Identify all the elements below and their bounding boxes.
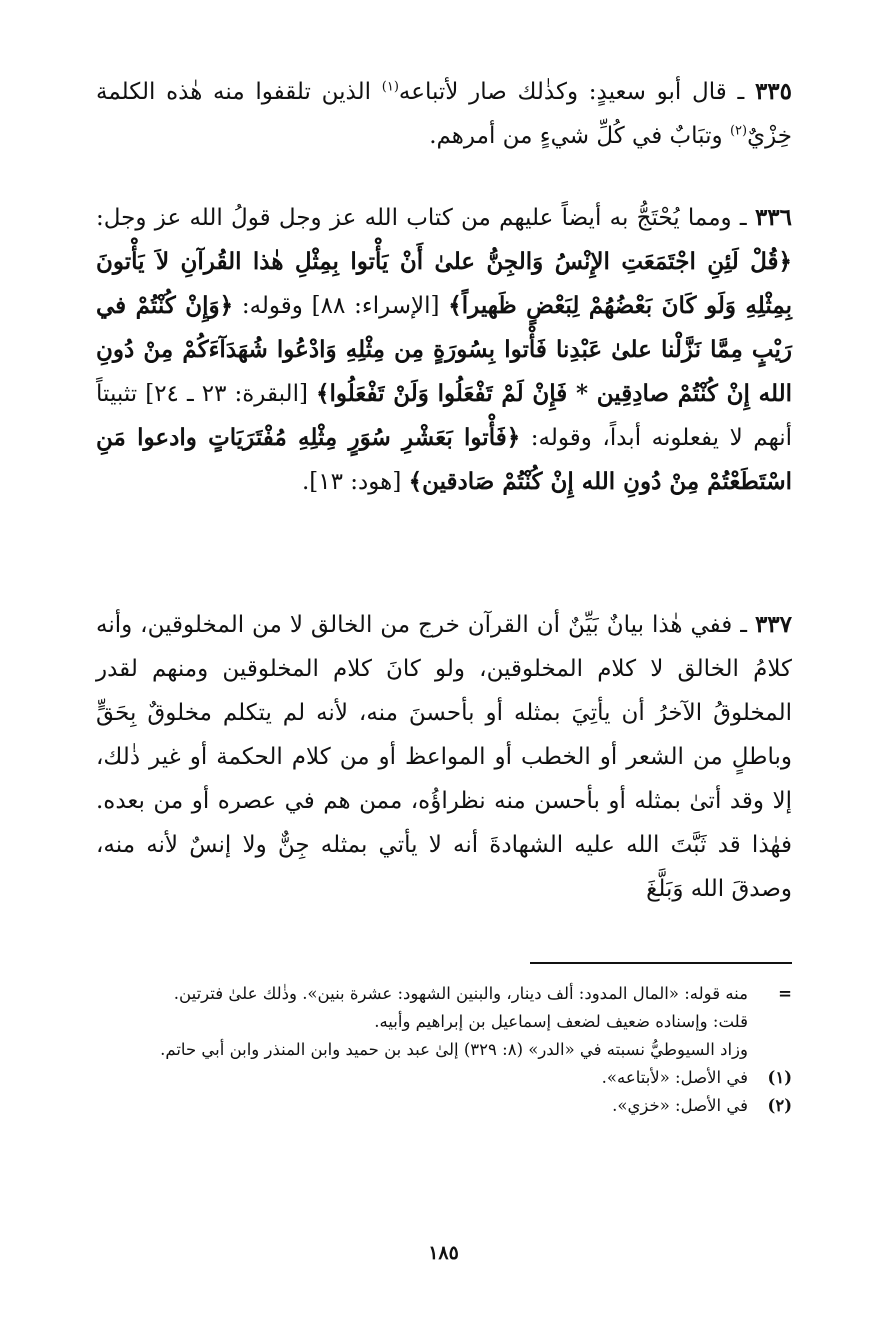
footnote-line [96,1036,792,1064]
footnote-text: قلت: وإسناده ضعيف لضعف إسماعيل بن إبراهيم وأبيه. [374,1012,748,1031]
footnote-text: في الأصل: «خزي». [612,1096,748,1115]
footnote-text: وزاد السيوطيُّ نسبته في «الدر» (٨: ٣٢٩) إلىٰ عبد بن حميد وابن المنذر وابن أبي حاتم. [160,1040,748,1059]
footnote-2 [96,1092,792,1120]
footnote-separator [530,962,792,964]
footnote-continuation [96,980,792,1008]
quran-verse: ﴿فَأْتوا بَعَشْرِ سُوَرٍ مِثْلِهِ مُفْتَرَيَاتٍ وادعوا مَنِ اسْتَطَعْتُمْ مِنْ دُونِ الله إِنْ كُنْتُمْ صَادقين﴾ [96,424,792,495]
quran-verse: ﴿قُلْ لَئِنِ اجْتَمَعَتِ الإِنْسُ وَالجِنُّ علىٰ أَنْ يَأْتوا بِمِثْلِ هٰذا القُرآنِ لاَ يَأْتونَ بِمِثْلِهِ وَلَو كَانَ بَعْضُهُمْ لِبَعْضٍ ظَهيراً﴾ [96,248,792,319]
verse-reference: [البقرة: ٢٣ ـ ٢٤] [137,381,316,407]
footnotes [96,980,792,1120]
paragraph-text: الذين تلقفوا منه هٰذه الكلمة خِزْيٌ [96,79,792,149]
paragraph-text: ـ قال أبو سعيدٍ: وكذٰلك صار لأتباعه [398,79,755,105]
footnote-text: منه قوله: «المال المدود: ألف دينار، والبنين الشهود: عشرة بنين». وذٰلك علىٰ فترتين. [173,984,748,1003]
paragraph-text: ـ ففي هٰذا بيانٌ بَيِّنٌ أن القرآن خرج من الخالق لا من المخلوقين، وأنه كلامُ الخالق لا كلام المخلوقين، ولو كانَ كلام المخلوقين ومنهم لقدر المخلوقُ الآخرُ أن يأتِيَ بمثله أو بأحسنَ منه، لأنه لم يتكلم مخلوقٌ بِحَقٍّ وباطلٍ من الشعر أو الخطب أو المواعظ أو من كلام الحكمة أو غير ذٰلك، إلا وقد أتىٰ بمثله أو بأحسن منه نظراؤُه، ممن هم في عصره أو من بعده. فهٰذا قد ثَبَّتَ الله عليه الشهادةَ أنه لا يأتي بمثله جِنٌّ ولا إنسٌ لأنه منه، وصدقَ الله وَبَلَّغَ [96,612,792,902]
footnote-ref-2: (٢) [729,123,748,139]
page-number: ١٨٥ [428,1242,459,1264]
paragraph-336 [96,196,792,504]
verse-reference: [هود: ١٣]. [301,469,409,495]
continuation-mark: = [778,984,792,1003]
footnote-number: (٢) [767,1096,792,1115]
footnote-text: في الأصل: «لأبتاعه». [601,1068,748,1087]
footnote-1 [96,1064,792,1092]
paragraph-number: ٣٣٧ [754,611,792,638]
paragraph-337 [96,603,792,911]
paragraph-text: وقوله: [233,293,303,319]
paragraph-335 [96,70,792,158]
paragraph-text: ـ ومما يُحْتَجُّ به أيضاً عليهم من كتاب الله عز وجل قولُ الله عز وجل: [96,205,755,231]
footnote-line [96,1008,792,1036]
verse-reference: [الإسراء: ٨٨] [302,293,449,319]
paragraph-text: وتبَابٌ في كُلِّ شيءٍ من أمرهم. [429,123,730,149]
paragraph-number: ٣٣٦ [754,204,792,231]
quran-verse: ﴿وَإِنْ كُنْتُمْ في رَيْبٍ مِمَّا نَزَّلْنا علىٰ عَبْدِنا فَأْتوا بِسُورَةٍ مِن مِثْلِهِ وَادْعُوا شُهَدَآءَكُمْ مِنْ دُونِ الله إِنْ كُنْتُمْ صادِقِين * فَإِنْ لَمْ تَفْعَلُوا وَلَنْ تَفْعَلُوا﴾ [96,292,792,407]
paragraph-text: تثبيتاً أنهم لا يفعلونه أبداً، وقوله: [96,381,793,451]
footnote-ref-1: (١) [381,79,399,95]
paragraph-number: ٣٣٥ [754,78,792,105]
footnote-number: (١) [767,1068,792,1087]
